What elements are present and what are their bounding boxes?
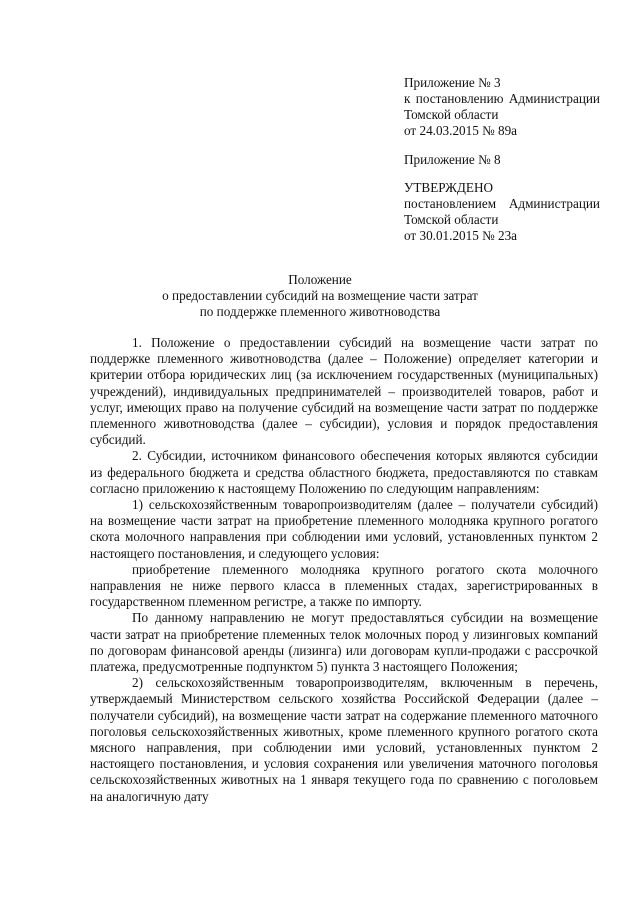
title-line-2: о предоставлении субсидий на возмещение части затрат bbox=[162, 288, 478, 303]
approved-label: УТВЕРЖДЕНО bbox=[404, 180, 494, 195]
annex-3-resolution: к постановлению Администрации bbox=[404, 91, 600, 106]
document-title bbox=[90, 272, 550, 320]
paragraph-4: приобретение племенного молодняка крупного рогатого скота молочного направления не ниже первого класса в племенных стадах, зарегистрированных в государственном племенном регистре, а также по импорту. bbox=[90, 561, 598, 610]
annex-3-date: от 24.03.2015 № 89а bbox=[404, 123, 518, 138]
annex-3-header bbox=[404, 75, 600, 139]
title-line-1: Положение bbox=[288, 272, 352, 287]
paragraph-1: 1. Положение о предоставлении субсидий на возмещение части затрат по поддержке племенного животноводства (далее – Положение) определяет категории и критерии отбора юридических лиц (за исключением государственных (муниципальных) учреждений), индивидуальных предпринимателей – производителей товаров, работ и услуг, имеющих право на получение субсидий на возмещение части затрат по поддержке племенного животноводства (далее – субсидии), условия и порядок предоставления субсидий. bbox=[90, 335, 598, 448]
approved-resolution: постановлением Администрации bbox=[404, 196, 600, 211]
paragraph-3: 1) сельскохозяйственным товаропроизводителям (далее – получатели субсидий) на возмещение части затрат на приобретение племенного молодняка крупного рогатого скота молочного направления при соблюдении ими условий, установленных пунктом 2 настоящего постановления, и следующего условия: bbox=[90, 497, 598, 561]
title-line-3: по поддержке племенного животноводства bbox=[199, 304, 441, 319]
annex-3-number: Приложение № 3 bbox=[404, 75, 501, 90]
approved-date: от 30.01.2015 № 23а bbox=[404, 228, 518, 243]
approved-region: Томской области bbox=[404, 212, 499, 227]
document-body bbox=[90, 335, 598, 805]
annex-8-header bbox=[404, 152, 600, 168]
annex-3-region: Томской области bbox=[404, 107, 499, 122]
approval-stamp bbox=[404, 180, 600, 244]
paragraph-5: По данному направлению не могут предоставляться субсидии на возмещение части затрат на приобретение племенных телок молочных пород у лизинговых компаний по договорам финансовой аренды (лизинга) или договорам купли-продажи с рассрочкой платежа, предусмотренные подпунктом 5) пункта 3 настоящего Положения; bbox=[90, 610, 598, 675]
paragraph-2: 2. Субсидии, источником финансового обеспечения которых являются субсидии из федерального бюджета и средства областного бюджета, предоставляются по ставкам согласно приложению к настоящему Положению по следующим направлениям: bbox=[90, 448, 598, 496]
annex-8-number: Приложение № 8 bbox=[404, 152, 501, 167]
paragraph-6: 2) сельскохозяйственным товаропроизводителям, включенным в перечень, утверждаемый Министерством сельского хозяйства Российской Федерации (далее – получатели субсидий), на возмещение части затрат на содержание племенного маточного поголовья сельскохозяйственных животных, кроме племенного крупного рогатого скота мясного направления, при соблюдении ими условий, установленных пунктом 2 настоящего постановления, и условия сохранения или увеличения маточного поголовья сельскохозяйственных животных на 1 января текущего года по сравнению с поголовьем на аналогичную дату bbox=[90, 675, 598, 804]
